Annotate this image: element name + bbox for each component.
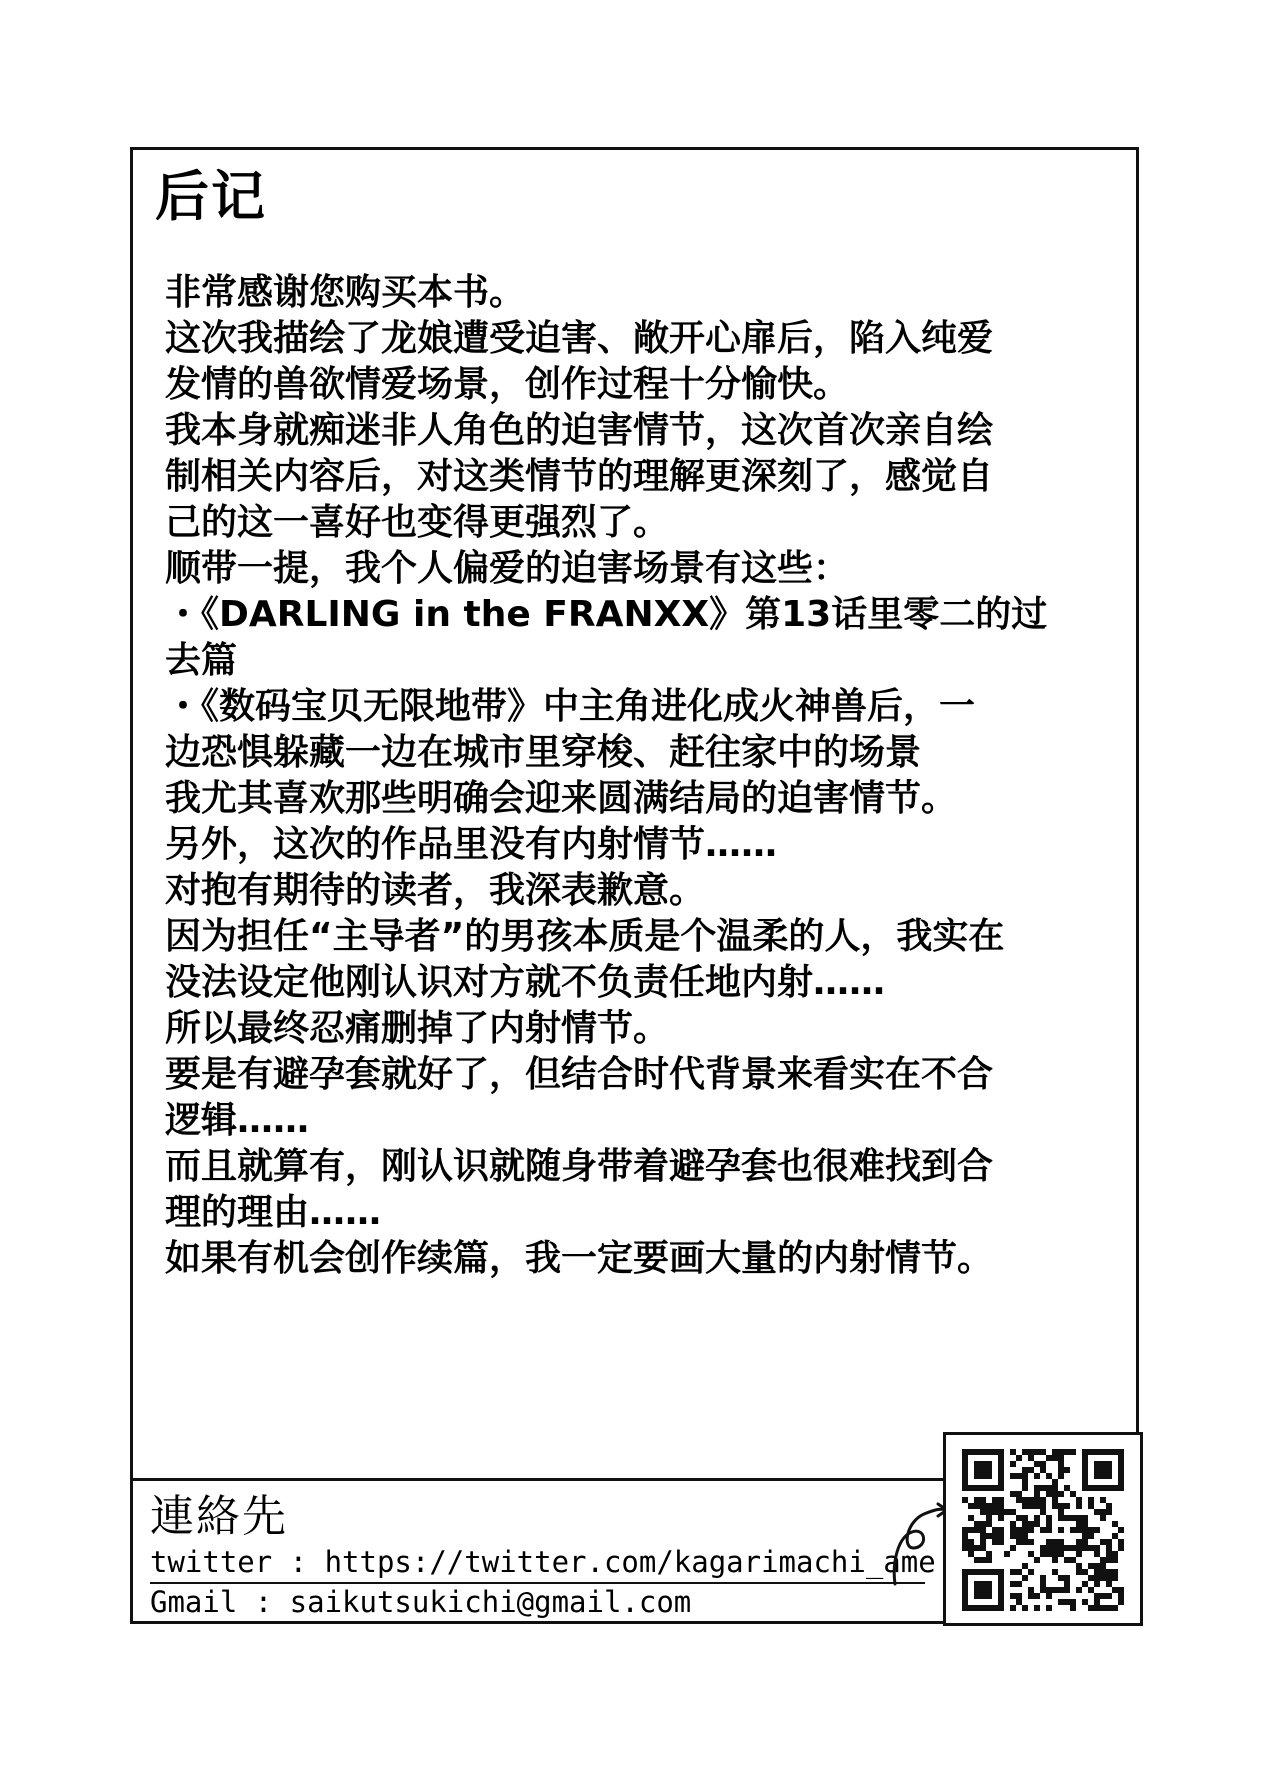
body-line: 所以最终忍痛删掉了内射情节。 xyxy=(165,1008,670,1049)
body-line: 边恐惧躲藏一边在城市里穿梭、赶往家中的场景 xyxy=(165,732,922,773)
body-line: 非常感谢您购买本书。 xyxy=(165,272,526,313)
body-line: 制相关内容后，对这类情节的理解更深刻了，感觉自 xyxy=(165,456,994,497)
body-line: 顺带一提，我个人偏爱的迫害场景有这些： xyxy=(165,548,850,589)
body-line: 我尤其喜欢那些明确会迎来圆满结局的迫害情节。 xyxy=(165,778,958,819)
swirl-arrow-icon xyxy=(890,1492,950,1587)
body-line: 这次我描绘了龙娘遭受迫害、敞开心扉后，陷入纯爱 xyxy=(165,318,994,359)
body-line: 逻辑…… xyxy=(165,1100,310,1141)
page-title: 后记 xyxy=(155,165,267,228)
body-line: 发情的兽欲情爱场景，创作过程十分愉快。 xyxy=(165,364,850,405)
body-line: 己的这一喜好也变得更强烈了。 xyxy=(165,502,670,543)
contact-heading: 連絡先 xyxy=(150,1491,288,1542)
body-line: 而且就算有，刚认识就随身带着避孕套也很难找到合 xyxy=(165,1146,994,1187)
twitter-link[interactable]: twitter : https://twitter.com/kagarimachi_ame xyxy=(150,1545,936,1579)
contact-divider xyxy=(130,1478,945,1481)
body-line: ・《数码宝贝无限地带》中主角进化成火神兽后，一 xyxy=(165,686,976,727)
body-line: 因为担任“主导者”的男孩本质是个温柔的人，我实在 xyxy=(165,916,1005,957)
afterword-body xyxy=(165,270,1125,1282)
body-line: 没法设定他刚认识对方就不负责任地内射…… xyxy=(165,962,886,1003)
qr-code[interactable] xyxy=(943,1432,1143,1626)
body-line: 如果有机会创作续篇，我一定要画大量的内射情节。 xyxy=(165,1238,994,1279)
body-line: 对抱有期待的读者，我深表歉意。 xyxy=(165,870,706,911)
body-line: ・《DARLING in the FRANXX》第13话里零二的过 xyxy=(165,594,1048,635)
body-line: 要是有避孕套就好了，但结合时代背景来看实在不合 xyxy=(165,1054,994,1095)
body-line: 去篇 xyxy=(165,640,238,681)
qr-code-icon xyxy=(962,1449,1124,1611)
email-link[interactable]: Gmail : saikutsukichi@gmail.com xyxy=(150,1585,692,1619)
twitter-underline xyxy=(150,1582,925,1584)
body-line: 另外，这次的作品里没有内射情节…… xyxy=(165,824,778,865)
body-line: 我本身就痴迷非人角色的迫害情节，这次首次亲自绘 xyxy=(165,410,994,451)
body-line: 理的理由…… xyxy=(165,1192,382,1233)
